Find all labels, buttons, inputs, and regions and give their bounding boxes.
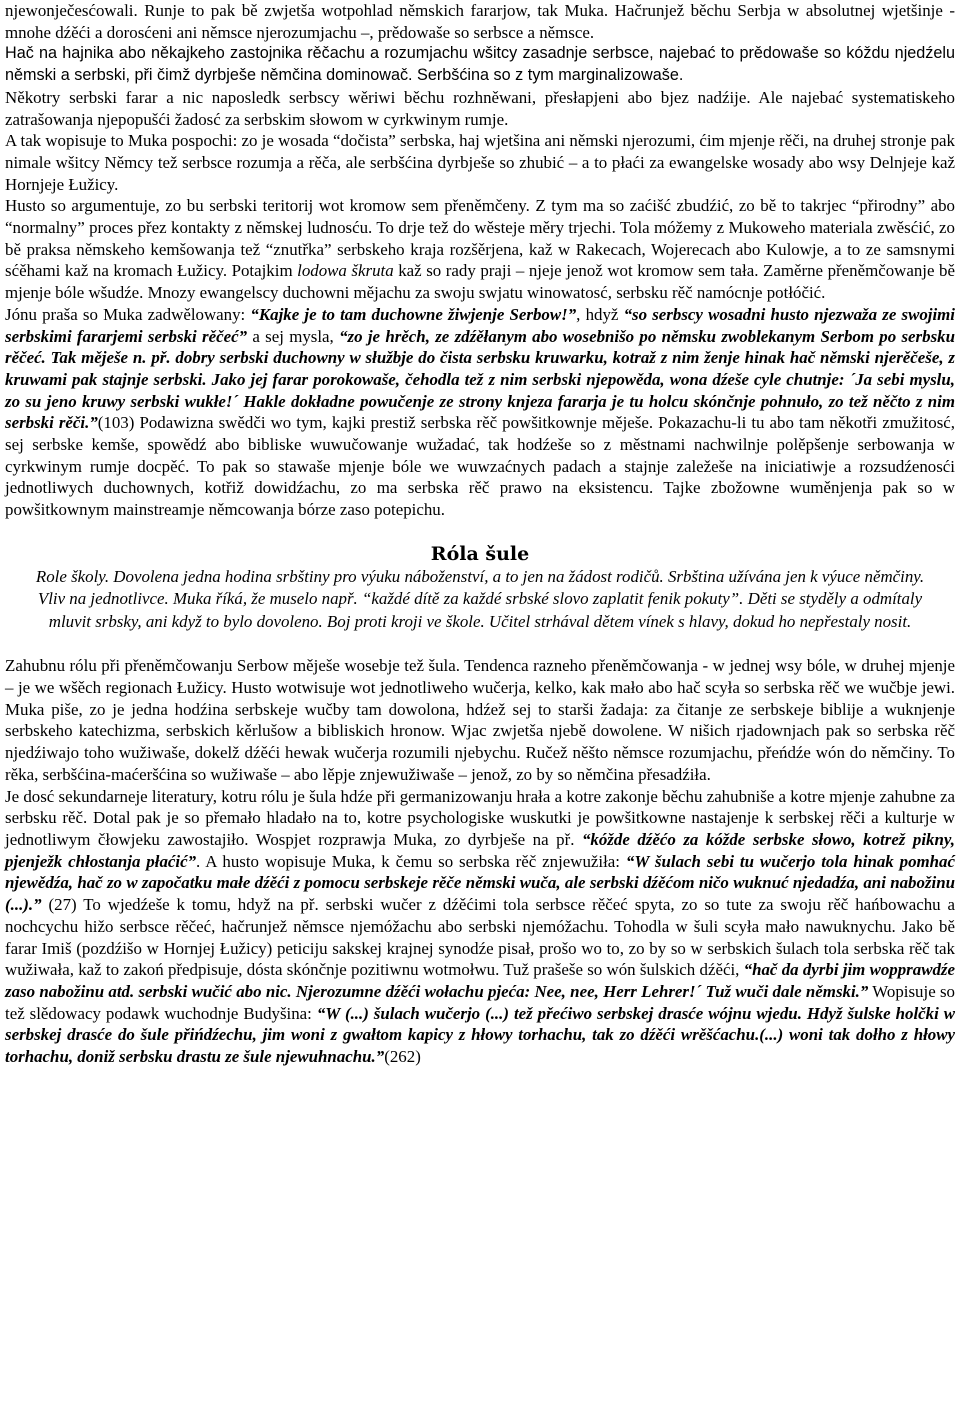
text-run: kaž so rady praji – njeje jenož wot kromow sem tała. Zaměrne přeněmčowanje bě mjenje bóle wšudźe. Mnozy ewangelscy duchowni mějachu za swoju swjatu winowatosć, serbsku rěč namócnje potłóčić. (5, 261, 955, 303)
text-run: a sej mysla, (247, 326, 340, 346)
text-run: Někotry serbski farar a nic naposledk serbscy wěriwi běchu rozhněwani, přesłapjeni abo bjez nadźije. Ale najebać systematiskeho zatrašowanja njepopušći žadosć za serbskim słowom w cyrkwinym rumje. (5, 87, 955, 129)
text-run: Je dosć sekundarneje literatury, kotru rólu je šula hdźe při germanizowanju hrała a kotre zakonje běchu zahubniše a kotre mjenje zahubne za serbsku rěč. Dotal pak je so přemało hladało na to, kotre psychologiske wuskutki je powšitkowne nastajenje k serbskej rěči a kulturje w jednotliwym čłowjeku zawostajiło. Wospjet rozprawja Muka, zo dyrbješe na př. (5, 786, 955, 849)
paragraph (5, 655, 955, 785)
paragraph (5, 43, 955, 86)
paragraph (5, 130, 955, 195)
paragraph (5, 786, 955, 1068)
paragraph (5, 87, 955, 130)
quoted-text: “W (...) šulach wučerjo (...) tež přećiwo serbskej drasće wójnu wjedu. Hdyž šulske holčki w serbskej drasće do šule přińdźechu, jim woni z gwałtom kapicy z hłowy torhachu, tak zo dźěći wrěšćachu.(...) woni tak dołho z hłowy torhachu, doniž serbsku drastu ze šule njewuhnachu.” (5, 1003, 955, 1067)
text-run: A tak wopisuje to Muka pospochi: zo je wosada “dočista” serbska, haj wjetšina ani němski njerozumi, ćim mjenje rěči, na druhej stronje pak nimale wšitcy Němcy tež serbsce rozumja a rěča, ale serbšćina dyrbješe so zhubić – a to płaći za ewangelske wosady abo wsy Delnjeje kaž Hornjeje Łužicy. (5, 131, 955, 194)
emphasis-text: lodowa škruta (297, 261, 394, 281)
paragraph (5, 195, 955, 304)
quoted-text: “kóžde dźěćo za kóžde serbske słowo, kotrež pikny, pjenježk chłostanja płaćić” (5, 830, 955, 871)
quoted-text: “so serbscy wosadni husto njezwaža ze swojimi serbskimi fararjemi serbski rěčeć” (5, 304, 955, 346)
quoted-text: “hač da dyrbi jim wopprawdźe zaso nabožinu atd. serbski wučić abo nic. Njerozumne dźěći wołachu pjeća: Nee, nee, Herr Lehrer!´ Tuž wuči dale němski.” (5, 960, 955, 1001)
paragraph (5, 304, 955, 521)
paragraph (5, 0, 955, 43)
text-run: . A husto wopisuje Muka, k čemu so serbska rěč znjewužiła: (196, 851, 626, 871)
school-block (5, 655, 955, 1067)
text-run: Jónu praša so Muka zadwělowany: (5, 304, 251, 324)
section-summary: Role školy. Dovolena jedna hodina srbštiny pro výuku náboženství, a to jen na žádost rodičů. Srbština užívána jen k výuce němčiny. Vliv na jednotlivce. Muka říká, že muselo např. “každé dítě za každé srbské slovo zaplatit fenik pokuty”. Děti se styděly a odmítaly mluvit srbsky, ani když to bylo dovoleno. Boj proti kroji ve škole. Učitel strhával dětem vínek s hlavy, dokud ho nepřestaly nosit. (35, 566, 925, 631)
spacer (5, 633, 955, 655)
section-heading: Róla šule (430, 542, 530, 565)
text-run: Hač na hajnika abo někajkeho zastojnika rěčachu a rozumjachu wšitcy zasadnje serbsce, najebać to prědowaše so kóždu njedźelu němski a serbski, při čimž dyrbješe němčina dominowač. Serbšćina so z tym marginalizowaše. (5, 44, 955, 85)
quoted-text: “W šulach sebi tu wučerjo tola hinak pomhać njewědźa, hač zo w započatku małe dźěći z pomocu serbskeje rěče němski wuča, ale serbski dźěćom ničo wuknuć njedadźa, ani nabožinu (...).” (5, 851, 956, 915)
intro-block (5, 0, 955, 521)
text-run: Wopisuje so tež slědowacy podawk wuchodnje Budyšina: (5, 981, 955, 1023)
text-run: (262) (384, 1047, 421, 1067)
text-run: (103) Podawizna swědči wo tym, kajki prestiž serbska rěč powšitkownje měješe. Pokazachu-li tu abo tam někotři zmužitosć, sej serbske kemše, spowědź abo bibliske wuwučowanje wužadać, tak hodźeše so z městnami nachwilnje polěpšenje serbowanja w cyrkwinym rumje docpěć. To pak so stawaše mjenje bóle we wuwzaćnych padach a stajnje zaležeše na iniciatiwje a rozsudźenosći jednotliwych duchownych, kotřiž dowidźachu, zo ma serbska rěč prawo na eksistencu. Tajke zbožowne wuměnjenja pak so w powšitkownym mainstreamje němcowanja bórze zaso potepichu. (5, 413, 955, 520)
quoted-text: “zo je hrěch, ze zdźěłanym abo wosebnišo po němsku zwoblekanym Serbom po serbsku rěčeć. Tak měješe n. př. dobry serbski duchowny w słužbje do čista serbsku kruwarku, kotraž z nim ženje hinak hač němski njerěčeše, z kruwami pak stajnje serbski. Jako jej farar porokowaše, čehodla tež z nim serbski njepowěda, wona dźeše cyle chutnje: ´Ja sebi myslu, zo su jeno kruwy serbski wukłe!´ Hakle dokładne powučenje ze strony knjeza fararja je tu holcu skónčnje pohnuło, zo tež něčto z nim serbski rěči.” (5, 326, 955, 433)
quoted-text: “Kajke je to tam duchowne žiwjenje Serbow!” (250, 304, 577, 324)
text-run: Zahubnu rólu při přeněmčowanju Serbow měješe wosebje tež šula. Tendenca razneho přeněmčowanja - w jednej wsy bóle, w druhej mjenje – je we wšěch regionach Łužicy. Husto wotwisuje wot jednotliweho wučerja, kelko, kak mało abo hač scyła so serbska rěč we wučbje jewi. Muka piše, zo je jedna hodźina serbskeje wučby tam dowolona, hdźež sej to starši žadaja: za čitanje ze serbskeje biblije a wuknjenje serbskeho katechizma, serbskich kěrlušow a bibliskich hronow. Wjac zwjetša njebě dowolene. W nišich rjadownjach pak so serbska rěč njedźiwajo toho wužiwaše, dokelž dźěći hewak wučerja rozumili njebychu. Ručež něšto němsce rozumjachu, přeńdźe wón do němčiny. To rěka, serbšćina-maćeršćina so wužiwaše – abo lěpje znjewužiwaše – jenož, zo by so němčina přesadźiła. (5, 656, 955, 784)
text-run: , hdyž (576, 304, 624, 324)
text-run: (27) To wjedźeše k tomu, hdyž na př. serbski wučer z dźěćimi tola serbsce rěčeć spyta, zo so tute za swoju rěč hańbowachu a nochcychu hižo serbsce rěčeć, hačrunjež němsce njemóžachu abo serbski njemóžachu. Tohodla w šuli scyła mało nawuknychu. Jako bě farar Imiš (pozdźišo w Hornjej Łužicy) peticiju sakskej krajnej synodźe pisał, prošo wo to, zo by so w serbskich šulach tola serbska rěč tak wužiwała, kaž to zakoń předpisuje, dósta skónčnje pozitiwnu wotmołwu. Tuž prašeše so wón šulskich dźěći, (5, 895, 955, 980)
text-run: Husto so argumentuje, zo bu serbski teritorij wot kromow sem přeněmčeny. Z tym ma so zaćišć zbudźić, zo bě to takrjec “přirodny” abo “normalny” proces přez kontakty z němskej ludnosću. To drje tež do wěsteje měry trjechi. Tola móžemy z Mukoweho materiala zwěsćić, zo bě praksa němskeho kemšowanja tež “znutřka” serbskeho kraja rozšěrjena, kaž w Rakecach, Wojerecach abo Kulowje, a to ze samsnymi sćěhami kaž na kromach Łužicy. Potajkim (5, 196, 955, 281)
text-run: njewonječesćowali. Runje to pak bě zwjetša wotpohlad němskich fararjow, tak Muka. Hačrunjež běchu Serbja w absolutnej wjetšinje - mnohe dźěći a dorosćeni ani němsce njerozumjachu –, prědowaše so serbsce a němsce. (5, 1, 955, 42)
